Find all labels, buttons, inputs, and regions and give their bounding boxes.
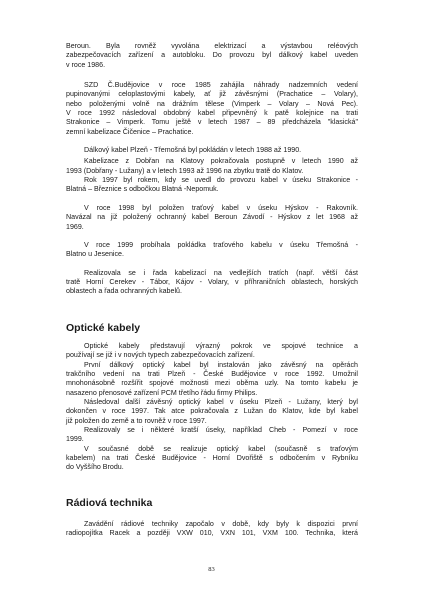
text-line: V roce 1992 následoval obdobný kabel připevněný k patě kolejnice na trati xyxy=(66,109,358,118)
paragraph xyxy=(66,361,358,398)
text-line: zabezpečovacích zařízení a autobloku. Do provozu byl dálkový kabel uveden xyxy=(66,51,358,60)
paragraph xyxy=(66,398,358,426)
text-line: zemní kabelizace Čičenice – Prachatice. xyxy=(66,127,194,136)
text-line: Optické kabely představují výrazný pokrok ve spojové technice a xyxy=(84,342,358,350)
text-line: do Vyššího Brodu. xyxy=(66,463,124,472)
text-line: Následoval další závěsný optický kabel v úseku Plzeň - Lužany, který byl xyxy=(84,398,358,407)
text-line: trakčního vedení na trati Plzeň - České Budějovice v roce 1992. Umožnil xyxy=(66,370,358,379)
section3-block xyxy=(66,520,358,539)
text-line: Strakonice – Vimperk. Tomu ještě v letech 1987 – 89 předcházela "klasická" xyxy=(66,118,358,127)
paragraph xyxy=(66,269,358,297)
text-line: První dálkový optický kabel byl instalován jako závěsný na opěrách xyxy=(84,360,358,369)
text-line: Beroun. Byla rovněž vyvolána elektrizací a výstavbou reléových xyxy=(66,42,358,50)
text-line: v roce 1986. xyxy=(66,60,106,69)
text-line: 1993 (Dobřany - Lužany) a v letech 1993 až 1996 na zbytku tratě do Klatov. xyxy=(66,166,304,175)
text-line: oblastech a řada ochranných kabelů. xyxy=(66,287,182,296)
text-line: dokončen v roce 1997. Tak atce pokračovala z Lužan do Klatov, kde byl kabel xyxy=(66,407,358,416)
text-line: V současné době se realizuje optický kabel (současně s traťovým xyxy=(84,444,358,453)
text-line: Navázal na již položený ochranný kabel Beroun Závodí - Hýskov z let 1968 až xyxy=(66,213,358,222)
paragraph xyxy=(66,157,358,176)
paragraph xyxy=(66,241,358,260)
paragraph xyxy=(66,342,358,361)
text-line: Dálkový kabel Plzeň - Třemošná byl pokládán v letech 1988 až 1990. xyxy=(84,146,302,155)
paragraph xyxy=(66,520,358,539)
text-line: Rok 1997 byl rokem, kdy se uvedl do provozu kabel v úseku Strakonice - xyxy=(84,176,358,185)
section-heading-radiova-technika: Rádiová technika xyxy=(66,497,153,509)
text-line: kabelem) na trati České Budějovice - Horní Dvořiště s odbočením v Rybníku xyxy=(66,454,358,463)
text-line: Blatná – Březnice s odbočkou Blatná -Nepomuk. xyxy=(66,185,219,194)
text-line: Zavádění rádiové techniky započalo v době, kdy byly k dispozici první xyxy=(84,520,358,528)
paragraph xyxy=(66,426,358,445)
text-line: mnohonásobně rozšířit spojové možnosti mezi oběma uzly. Na tomto kabelu je xyxy=(66,379,358,388)
text-line: 1999. xyxy=(66,435,84,444)
text-line: Realizovala se i řada kabelizací na vedlejších tratích (např. větší část xyxy=(84,268,358,277)
text-line: pupinovanými celoplastovými kabely, ať již závěsnými (Prachatice – Volary), xyxy=(66,90,358,99)
section-heading-opticke-kabely: Optické kabely xyxy=(66,322,141,334)
paragraph xyxy=(66,81,358,137)
section2-block xyxy=(66,342,358,473)
text-line: SZD Č.Budějovice v roce 1985 zahájila náhrady nadzemních vedení xyxy=(84,81,358,90)
text-line: nebo položenými volně na drážním tělese (Vimperk – Volary – Nová Pec). xyxy=(66,99,358,108)
text-line: Kabelizace z Dobřan na Klatovy pokračovala postupně v letech 1990 až xyxy=(84,157,358,166)
text-line: Realizovaly se i některé kratší úseky, například Cheb - Pomezí v roce xyxy=(84,426,358,435)
page-number: 83 xyxy=(208,566,215,573)
paragraph xyxy=(66,176,358,195)
text-line: již položen do země a to rovněž v roce 1997. xyxy=(66,416,207,425)
section1-block xyxy=(66,42,358,297)
paragraph xyxy=(66,445,358,473)
text-line: V roce 1999 probíhala pokládka traťového kabelu v úseku Třemošná - xyxy=(84,240,358,249)
text-line: tratě Horní Cerekev - Tábor, Kájov - Volary, v příhraničních oblastech, horských xyxy=(66,277,358,286)
paragraph xyxy=(66,204,358,232)
text-line: 1969. xyxy=(66,222,84,231)
paragraph xyxy=(66,146,358,155)
text-line: radiopojítka Racek a později VXW 010, VXN 101, VXM 100. Technika, která xyxy=(66,529,358,538)
paragraph xyxy=(66,42,358,70)
text-line: Blatno u Jesenice. xyxy=(66,250,124,259)
text-line: používají se již i v nových typech zabezpečovacích zařízení. xyxy=(66,351,255,360)
text-line: V roce 1998 byl položen traťový kabel v úseku Hýskov - Rakovník. xyxy=(84,203,358,212)
text-line: nasazeno přenosové zařízení PCM třetího řádu firmy Philips. xyxy=(66,388,258,397)
